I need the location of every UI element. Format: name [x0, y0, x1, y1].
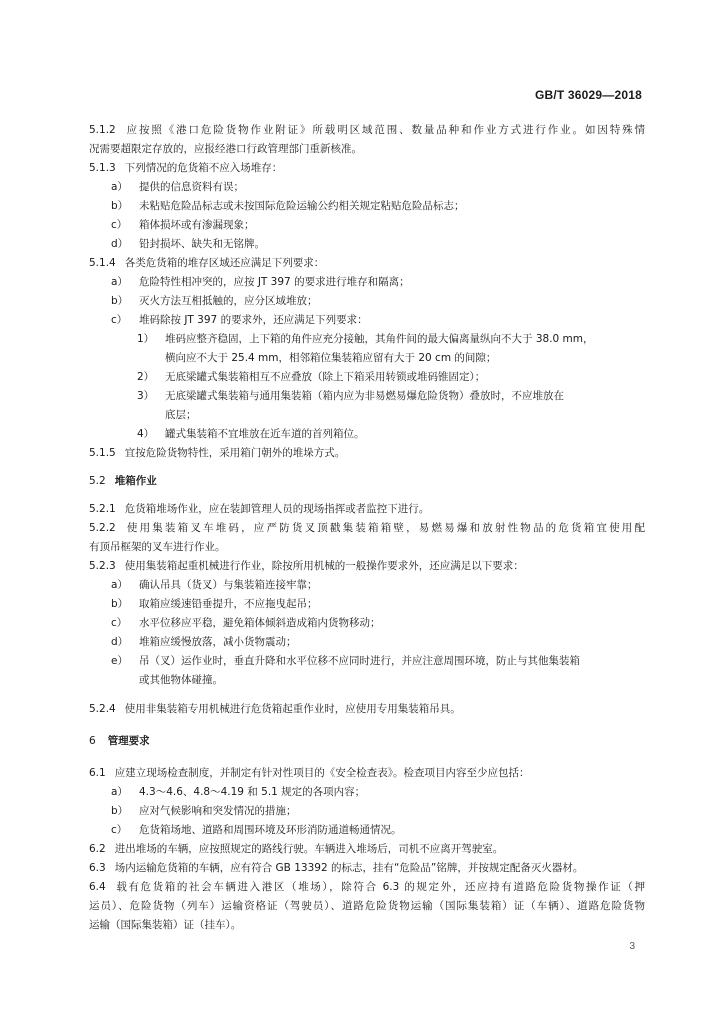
- sub-list-item-continuation: 底层；: [165, 409, 197, 421]
- clause-number: 6.3: [89, 862, 106, 874]
- list-item-continuation: 或其他物体碰撞。: [139, 674, 223, 686]
- list-item: a） 提供的信息资料有误；: [111, 181, 244, 193]
- page-number: 3: [629, 941, 635, 952]
- sub-list-item: 3） 无底梁罐式集装箱与通用集装箱（箱内应为非易燃易爆危险货物）叠放时，不应堆放在: [137, 390, 564, 402]
- clause-6-4-line-1: 6.4 载有危货箱的社会车辆进入港区（堆场），除符合 6.3 的规定外，还应持有道路危险货物操作证（押: [89, 881, 645, 893]
- clause-6-4-line-3: 运输（国际集装箱）证（挂车）。: [89, 919, 242, 931]
- list-item: d） 铅封损坏、缺失和无铭牌。: [111, 238, 265, 250]
- list-item: c） 箱体损坏或有渗漏现象；: [111, 219, 255, 231]
- list-item: a） 4.3～4.6、4.8～4.19 和 5.1 规定的各项内容；: [111, 786, 366, 798]
- clause-5-2-3: 5.2.3 使用集装箱起重机械进行作业，除按所用机械的一般操作要求外，还应满足以下要求：: [89, 560, 524, 572]
- clause-5-2-2-line-2: 有顶吊框架的叉车进行作业。: [89, 541, 226, 553]
- clause-5-1-4: 5.1.4 各类危货箱的堆存区域还应满足下列要求：: [89, 257, 325, 269]
- clause-number: 6.1: [89, 767, 106, 779]
- clause-6-4-line-2: 运员）、危险货物（列车）运输资格证（驾驶员）、道路危险货物运输（国际集装箱）证（车辆）、道路危险货物: [89, 900, 645, 912]
- clause-6-1: 6.1 应建立现场检查制度，并制定有针对性项目的《安全检查表》。检查项目内容至少应包括：: [89, 767, 530, 779]
- clause-number: 5.2.1: [89, 503, 116, 515]
- list-item: c） 堆码除按 JT 397 的要求外，还应满足下列要求：: [111, 314, 368, 326]
- clause-6-2: 6.2 进出堆场的车辆，应按照规定的路线行驶。车辆进入堆场后，司机不应离开驾驶室。: [89, 843, 504, 855]
- clause-5-1-2-line-2: 况需要超限定存放的，应报经港口行政管理部门重新核准。: [89, 143, 362, 155]
- list-item: b） 灭火方法互相抵触的，应分区域堆放；: [111, 295, 318, 307]
- list-item: d） 堆箱应缓慢放落，减小货物震动；: [111, 636, 297, 648]
- section-heading-5-2: 5.2 堆箱作业: [89, 475, 157, 487]
- clause-5-1-3: 5.1.3 下列情况的危货箱不应入场堆存：: [89, 162, 283, 174]
- clause-5-2-4: 5.2.4 使用非集装箱专用机械进行危货箱起重作业时，应使用专用集装箱吊具。: [89, 703, 461, 715]
- clause-5-1-5: 5.1.5 宜按危险货物特性，采用箱门朝外的堆垛方式。: [89, 447, 346, 459]
- list-item: c） 危货箱场地、道路和周围环境及环形消防通道畅通情况。: [111, 824, 402, 836]
- clause-number: 5.1.2: [89, 124, 116, 136]
- document-body: [89, 121, 645, 935]
- clause-number: 5.1.5: [89, 447, 116, 459]
- section-heading-6: 6 管理要求: [89, 735, 150, 747]
- clause-5-1-2-line-1: 5.1.2 应按照《港口危险货物作业附证》所载明区域范围、数量品种和作业方式进行作业。如因特殊情: [89, 124, 645, 136]
- list-item: a） 确认吊具（货叉）与集装箱连接牢靠；: [111, 579, 318, 591]
- standard-code-header: GB/T 36029—2018: [534, 88, 642, 102]
- list-item: b） 取箱应缓速铅垂提升，不应拖曳起吊；: [111, 598, 318, 610]
- clause-5-2-1: 5.2.1 危货箱堆场作业，应在装卸管理人员的现场指挥或者监控下进行。: [89, 503, 430, 515]
- clause-number: 5.1.3: [89, 162, 116, 174]
- sub-list-item: 4） 罐式集装箱不宜堆放在近车道的首列箱位。: [137, 428, 365, 440]
- sub-list-item-continuation: 横向应不大于 25.4 mm，相邻箱位集装箱应留有大于 20 cm 的间隙；: [165, 352, 497, 364]
- clause-number: 5.2.2: [89, 522, 116, 534]
- clause-number: 5.1.4: [89, 257, 116, 269]
- list-item: c） 水平位移应平稳，避免箱体倾斜造成箱内货物移动；: [111, 617, 381, 629]
- clause-number: 5.2.4: [89, 703, 116, 715]
- sub-list-item: 1） 堆码应整齐稳固，上下箱的角件应充分接触，其角件间的最大偏离量纵向不大于 38.0 mm，: [137, 333, 594, 345]
- clause-number: 6.2: [89, 843, 106, 855]
- list-item: a） 危险特性相冲突的，应按 JT 397 的要求进行堆存和隔离；: [111, 276, 410, 288]
- clause-number: 6.4: [89, 881, 106, 893]
- sub-list-item: 2） 无底梁罐式集装箱相互不应叠放（除上下箱采用转锁或堆码锥固定）；: [137, 371, 486, 383]
- list-item: b） 应对气候影响和突发情况的措施；: [111, 805, 297, 817]
- list-item: b） 未粘贴危险品标志或未按国际危险运输公约相关规定粘贴危险品标志；: [111, 200, 465, 212]
- list-item: e） 吊（叉）运作业时，垂直升降和水平位移不应同时进行，并应注意周围环境，防止与其他集装箱: [111, 655, 580, 667]
- clause-number: 5.2.3: [89, 560, 116, 572]
- clause-6-3: 6.3 场内运输危货箱的车辆，应有符合 GB 13392 的标志，挂有“危险品”铭牌，并按规定配备灭火器材。: [89, 862, 584, 874]
- clause-5-2-2-line-1: 5.2.2 使用集装箱叉车堆码，应严防货叉顶戳集装箱箱壁，易燃易爆和放射性物品的危货箱宜使用配: [89, 522, 645, 534]
